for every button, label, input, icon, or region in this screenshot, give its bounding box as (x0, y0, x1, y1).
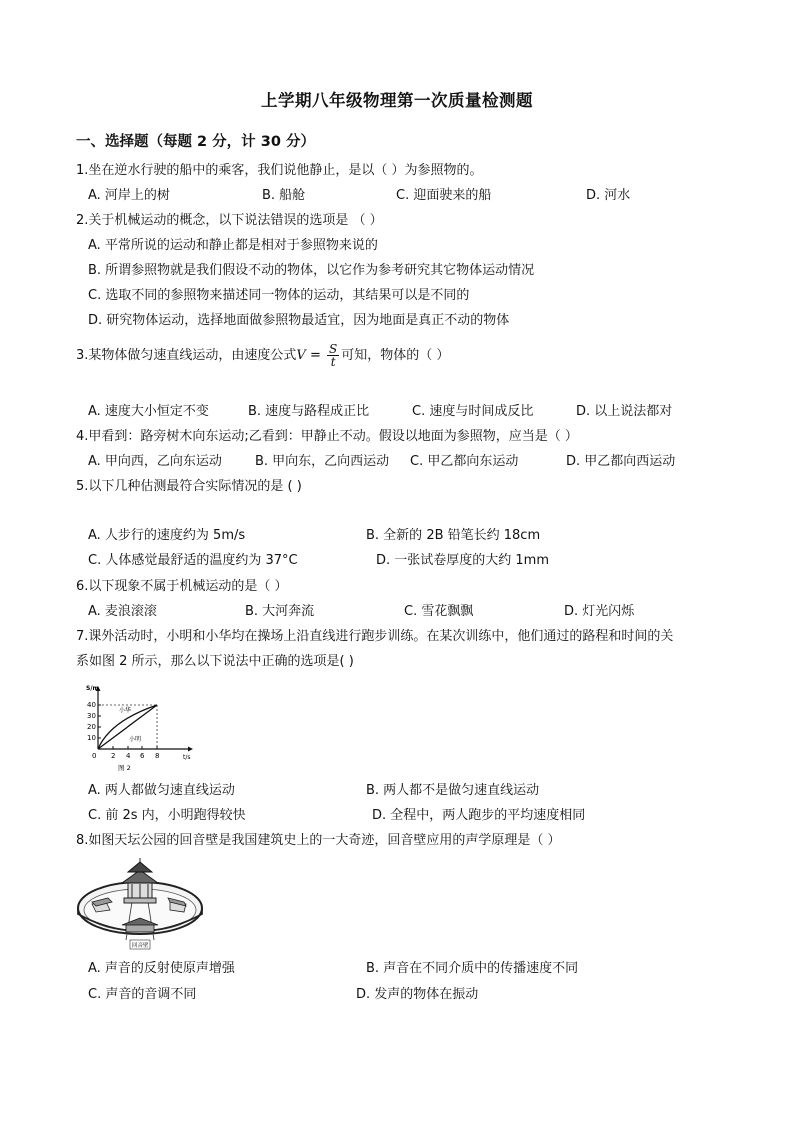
q3-option-b: B. 速度与路程成正比 (248, 404, 370, 419)
q1-option-d: D. 河水 (586, 188, 631, 203)
q3-formula-v: V (296, 348, 306, 363)
question-7-stem-line2: 系如图 2 所示，那么以下说法中正确的选项是( ) (76, 654, 354, 669)
q7-option-d: D. 全程中，两人跑步的平均速度相同 (372, 808, 586, 823)
q7-x-tick-2: 2 (111, 752, 116, 760)
q7-line-label-xiaoming: 小明 (129, 736, 142, 743)
q2-option-a: A. 平常所说的运动和静止都是相对于参照物来说的 (88, 238, 378, 253)
q7-y-tick-10: 10 (87, 734, 96, 742)
q8-option-b: B. 声音在不同介质中的传播速度不同 (366, 961, 579, 976)
q8-option-a: A. 声音的反射使原声增强 (88, 961, 235, 976)
q3-formula-eq: = (309, 348, 321, 363)
q7-x-tick-4: 4 (126, 752, 131, 760)
q5-option-c: C. 人体感觉最舒适的温度约为 37°C (88, 553, 298, 568)
q6-option-a: A. 麦浪滚滚 (88, 604, 157, 619)
q7-distance-time-graph (84, 683, 196, 773)
section-heading: 一、选择题（每题 2 分，计 30 分） (76, 134, 315, 150)
page-title: 上学期八年级物理第一次质量检测题 (261, 91, 533, 110)
q7-x-tick-8: 8 (155, 752, 160, 760)
q1-option-a: A. 河岸上的树 (88, 188, 170, 203)
q6-option-b: B. 大河奔流 (245, 604, 315, 619)
question-5-stem: 5.以下几种估测最符合实际情况的是 ( ) (76, 479, 302, 494)
q6-option-d: D. 灯光闪烁 (564, 604, 635, 619)
q4-option-a: A. 甲向西，乙向东运动 (88, 454, 222, 469)
q8-option-d: D. 发声的物体在振动 (356, 987, 479, 1002)
q7-option-c: C. 前 2s 内，小明跑得较快 (88, 808, 246, 823)
q3-formula-numerator: S (328, 342, 338, 356)
question-4-stem: 4.甲看到：路旁树木向东运动;乙看到：甲静止不动。假设以地面为参照物，应当是（ ） (76, 429, 578, 444)
q1-option-c: C. 迎面驶来的船 (396, 188, 492, 203)
q7-line-label-xiaohua: 小华 (119, 707, 132, 714)
q4-option-b: B. 甲向东，乙向西运动 (255, 454, 390, 469)
q3-stem-part1: 3.某物体做匀速直线运动，由速度公式 (76, 348, 297, 363)
q4-option-c: C. 甲乙都向东运动 (410, 454, 519, 469)
q3-stem-part2: 可知，物体的（ ） (341, 348, 450, 363)
q6-option-c: C. 雪花飘飘 (404, 604, 474, 619)
q7-x-tick-0: 0 (92, 752, 97, 760)
q7-y-tick-20: 20 (87, 723, 96, 731)
q7-x-axis-label: t/s (183, 754, 191, 761)
q5-option-d: D. 一张试卷厚度的大约 1mm (376, 553, 550, 568)
q5-option-a: A. 人步行的速度约为 5m/s (88, 528, 246, 543)
q7-figure-caption: 图 2 (118, 764, 131, 772)
question-3-stem (76, 343, 449, 368)
question-7-stem-line1: 7.课外活动时，小明和小华均在操场上沿直线进行跑步训练。在某次训练中，他们通过的路程和时间的关 (76, 629, 674, 644)
q5-option-b: B. 全新的 2B 铅笔长约 18cm (366, 528, 541, 543)
q2-option-d: D. 研究物体运动，选择地面做参照物最适宜，因为地面是真正不动的物体 (88, 313, 510, 328)
q7-y-tick-40: 40 (87, 701, 96, 709)
q3-option-d: D. 以上说法都对 (576, 404, 673, 419)
q3-option-a: A. 速度大小恒定不变 (88, 404, 209, 419)
echo-wall-illustration (74, 858, 208, 950)
q1-option-b: B. 船舱 (262, 188, 306, 203)
q7-option-b: B. 两人都不是做匀速直线运动 (366, 783, 540, 798)
q3-formula-denominator: t (330, 355, 336, 369)
q2-option-b: B. 所谓参照物就是我们假设不动的物体，以它作为参考研究其它物体运动情况 (88, 263, 535, 278)
question-6-stem: 6.以下现象不属于机械运动的是（ ） (76, 579, 288, 594)
question-2-stem: 2.关于机械运动的概念，以下说法错误的选项是 （ ） (76, 213, 383, 228)
q7-x-tick-6: 6 (140, 752, 145, 760)
question-8-stem: 8.如图天坛公园的回音壁是我国建筑史上的一大奇迹，回音壁应用的声学原理是（ ） (76, 833, 561, 848)
question-1-stem: 1.坐在逆水行驶的船中的乘客，我们说他静止，是以（ ）为参照物的。 (76, 163, 483, 178)
q7-y-axis-label: S/m (86, 685, 99, 692)
q3-option-c: C. 速度与时间成反比 (412, 404, 534, 419)
echo-wall-caption: 回音壁 (132, 943, 149, 949)
q3-formula-fraction (327, 343, 339, 368)
q7-y-tick-30: 30 (87, 712, 96, 720)
q8-option-c: C. 声音的音调不同 (88, 987, 197, 1002)
q7-option-a: A. 两人都做匀速直线运动 (88, 783, 235, 798)
q2-option-c: C. 选取不同的参照物来描述同一物体的运动，其结果可以是不同的 (88, 288, 470, 303)
q4-option-d: D. 甲乙都向西运动 (566, 454, 676, 469)
